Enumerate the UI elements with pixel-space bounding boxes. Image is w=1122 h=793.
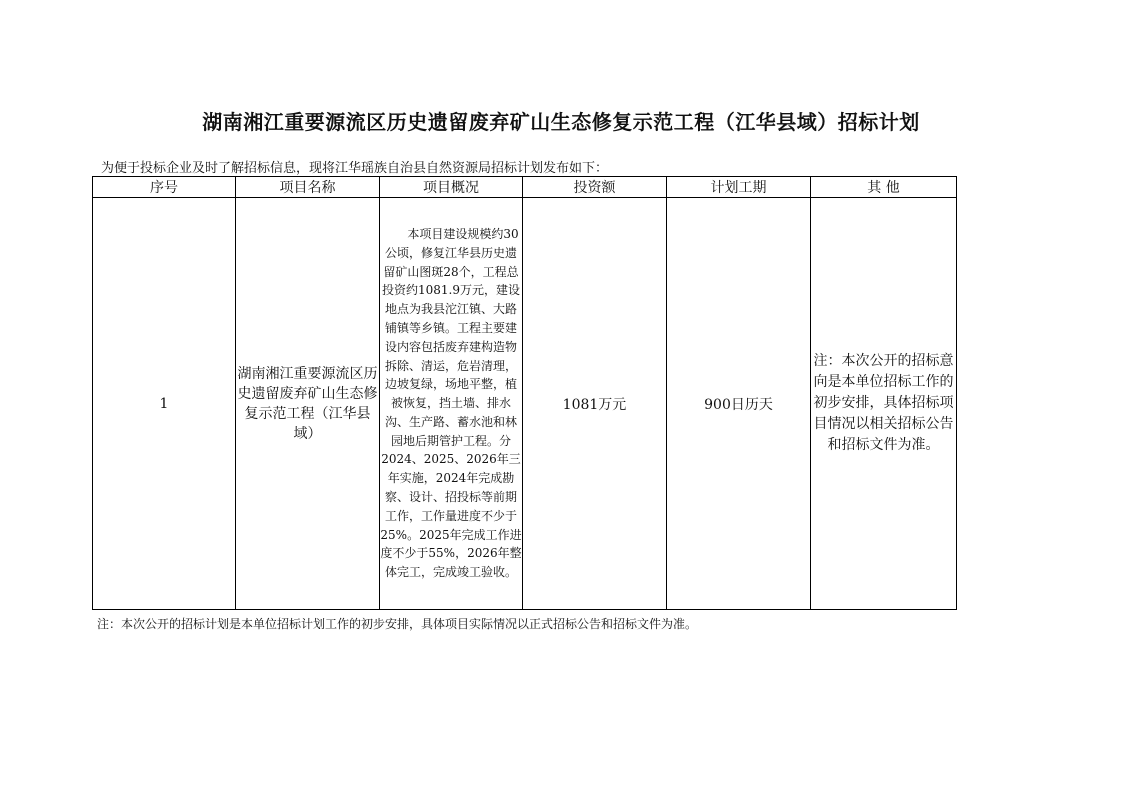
header-other: 其 他	[811, 177, 957, 198]
header-investment: 投资额	[523, 177, 667, 198]
footnote: 注：本次公开的招标计划是本单位招标计划工作的初步安排，具体项目实际情况以正式招标公告和招标文件为准。	[97, 617, 698, 631]
cell-project-name: 湖南湘江重要源流区历史遗留废弃矿山生态修复示范工程（江华县域）	[236, 198, 380, 610]
cell-investment: 1081万元	[523, 198, 667, 610]
header-period: 计划工期	[667, 177, 811, 198]
cell-no: 1	[93, 198, 236, 610]
header-overview: 项目概况	[380, 177, 523, 198]
cell-period: 900日历天	[667, 198, 811, 610]
bidding-plan-table	[92, 176, 957, 610]
cell-overview: 本项目建设规模约30公顷，修复江华县历史遗留矿山图斑28个，工程总投资约1081.9万元，建设地点为我县沱江镇、大路铺镇等乡镇。工程主要建设内容包括废弃建构造物拆除、清运，危岩清理，边坡复绿，场地平整，植被恢复，挡土墙、排水沟、生产路、蓄水池和林园地后期管护工程。分2024、2025、2026年三年实施，2024年完成勘察、设计、招投标等前期工作，工作量进度不少于25%。2025年完成工作进度不少于55%，2026年整体完工，完成竣工验收。	[380, 198, 523, 610]
cell-other: 注：本次公开的招标意向是本单位招标工作的初步安排，具体招标项目情况以相关招标公告和招标文件为准。	[811, 198, 957, 610]
header-no: 序号	[93, 177, 236, 198]
intro-text: 为便于投标企业及时了解招标信息，现将江华瑶族自治县自然资源局招标计划发布如下：	[101, 161, 609, 176]
table-row	[93, 198, 957, 610]
header-project-name: 项目名称	[236, 177, 380, 198]
document-title: 湖南湘江重要源流区历史遗留废弃矿山生态修复示范工程（江华县域）招标计划	[202, 110, 920, 134]
table-header-row	[93, 177, 957, 198]
